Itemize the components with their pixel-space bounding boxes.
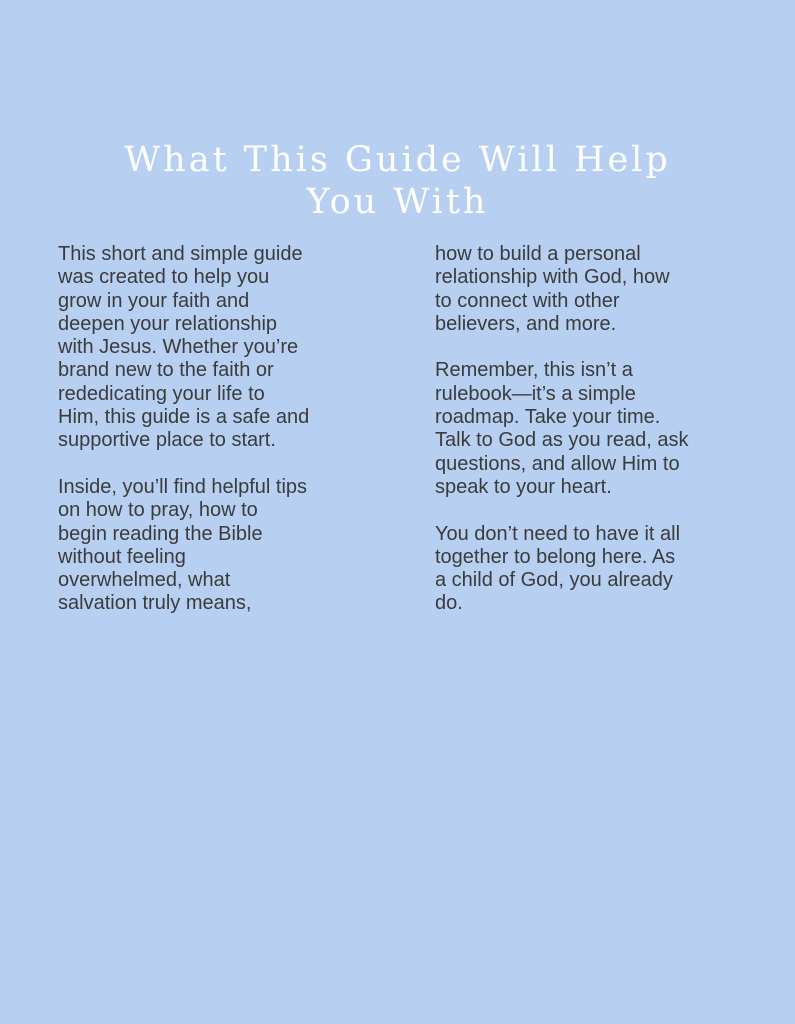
right-column xyxy=(435,243,735,639)
intro-paragraph: This short and simple guide was created to help you grow in your faith and deepen your relationship with Jesus. Whether you’re brand new to the faith or rededicating your life to Him, this guide is a safe and supportive place to start. xyxy=(58,243,310,452)
inside-paragraph-continued: how to build a personal relationship with God, how to connect with other believers, and more. xyxy=(435,243,670,335)
belong-paragraph: You don’t need to have it all together to belong here. As a child of God, you already do. xyxy=(435,522,681,615)
remember-paragraph: Remember, this isn’t a rulebook—it’s a simple roadmap. Take your time. Talk to God as you read, ask questions, and allow Him to speak to your heart. xyxy=(435,359,689,498)
inside-paragraph: Inside, you’ll find helpful tips on how to pray, how to begin reading the Bible without feeling overwhelmed, what salvation truly means, xyxy=(58,475,308,615)
left-column xyxy=(58,243,358,639)
page-title-line-2: You With xyxy=(306,182,489,222)
page-title xyxy=(0,139,795,223)
page-title-line-1: What This Guide Will Help xyxy=(124,140,671,180)
